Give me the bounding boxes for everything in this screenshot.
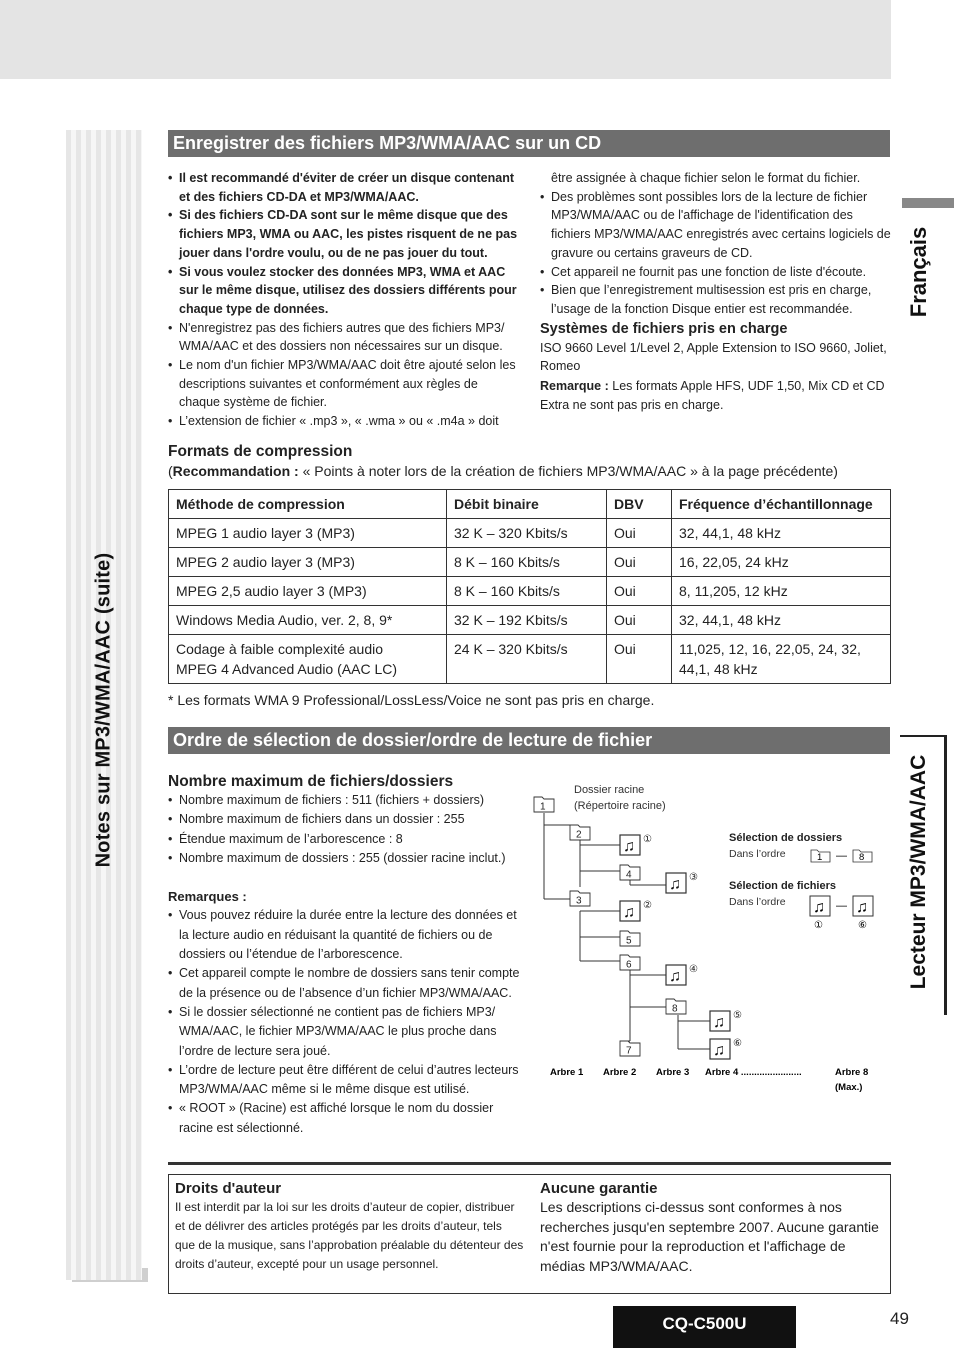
folder-number: 4 — [626, 869, 632, 881]
music-file-icon — [710, 1038, 742, 1059]
bullet-item: • Cet appareil ne fournit pas une fonction de liste d'écoute. — [540, 263, 892, 282]
music-note-icon: ♫ — [623, 838, 635, 855]
table-cell: Oui — [607, 548, 672, 577]
bullet-item: • Si vous voulez stocker des données MP3, WMA et AAC sur le même disque, utilisez des dossiers différents pour chaque type de données. — [168, 263, 520, 319]
table-row — [169, 548, 891, 577]
top-band — [0, 0, 891, 79]
music-note-icon: ♫ — [856, 899, 868, 916]
file-number: ⑥ — [733, 1038, 742, 1049]
table-cell: Oui — [607, 635, 672, 684]
recommendation-label: Recommandation : — [172, 463, 299, 479]
table-row — [169, 577, 891, 606]
level-label: (Max.) — [835, 1082, 863, 1093]
folder-icon — [620, 1041, 640, 1057]
bullet-item: • N'enregistrez pas des fichiers autres que des fichiers MP3/ WMA/AAC et des dossiers non nécessaires sur un disque. — [168, 319, 520, 356]
table-cell: 32, 44,1, 48 kHz — [672, 519, 891, 548]
folder-icon — [570, 825, 590, 841]
folder-icon — [620, 931, 640, 947]
bullet-item: • Le nom d'un fichier MP3/WMA/AAC doit être ajouté selon les descriptions suivantes et conformément aux règles de chaque système de fichier. — [168, 356, 520, 412]
section1-left-column — [168, 169, 520, 431]
copyright-block — [175, 1179, 525, 1274]
folder-number: 5 — [626, 935, 632, 947]
language-label: Français — [906, 226, 931, 318]
file-range-from: ① — [814, 920, 823, 931]
table-cell: MPEG 2 audio layer 3 (MP3) — [169, 548, 447, 577]
filesystems-text: ISO 9660 Level 1/Level 2, Apple Extension to ISO 9660, Joliet, Romeo — [540, 340, 887, 374]
remark-note — [540, 377, 892, 414]
folder-number: 1 — [540, 801, 546, 813]
bullet-item: • Nombre maximum de fichiers dans un dossier : 255 — [168, 810, 523, 829]
recommendation-text: « Points à noter lors de la création de fichiers MP3/WMA/AAC » à la page précédente) — [298, 463, 838, 479]
music-note-icon: ♫ — [713, 1042, 725, 1059]
table-row — [169, 635, 891, 684]
section1-right-column — [540, 169, 892, 414]
formats-table — [168, 489, 891, 684]
chapter-label: Lecteur MP3/WMA/AAC — [907, 754, 930, 990]
copyright-text: Il est interdit par la loi sur les droits d’auteur de copier, distribuer et de délivrer des articles protégés par les droits d’auteur, tels que de la musique, sans l’approbation préalable du détenteur des droits d’auteur, excepté pour un usage personnel. — [175, 1200, 524, 1271]
folder-selection-range — [811, 850, 872, 863]
table-row — [169, 606, 891, 635]
table-cell: 8, 11,205, 12 kHz — [672, 577, 891, 606]
bullet-item: • Si le dossier sélectionné ne contient pas de fichiers MP3/ WMA/AAC, le fichier MP3/WMA/AAC le plus proche dans l’ordre de lecture sera joué. — [168, 1003, 523, 1061]
file-number: ③ — [689, 872, 698, 883]
file-selection-range — [810, 896, 873, 931]
table-cell: 32 K – 320 Kbits/s — [447, 519, 607, 548]
table-cell: MPEG 2,5 audio layer 3 (MP3) — [169, 577, 447, 606]
remark-label: Remarque : — [540, 379, 609, 394]
formats-recommendation — [168, 461, 893, 481]
table-cell: MPEG 1 audio layer 3 (MP3) — [169, 519, 447, 548]
page-number: 49 — [890, 1309, 909, 1328]
music-note-icon: ♫ — [669, 876, 681, 893]
legal-notice-frame — [168, 1174, 891, 1294]
bullet-item: • Si des fichiers CD-DA sont sur le même disque que des fichiers MP3, WMA ou AAC, les pistes risquent de ne pas jouer dans l'ordre voulu, ou de ne pas jouer du tout. — [168, 206, 520, 262]
range-dash: — — [836, 900, 847, 912]
bullet-item: • Il est recommandé d'éviter de créer un disque contenant et des fichiers CD-DA et MP3/WMA/AAC. — [168, 169, 520, 206]
table-cell: 11,025, 12, 16, 22,05, 24, 32, 44,1, 48 kHz — [672, 635, 891, 684]
bullet-item: • Nombre maximum de dossiers : 255 (dossier racine inclut.) — [168, 849, 523, 868]
music-file-icon — [620, 900, 652, 921]
table-cell: 16, 22,05, 24 kHz — [672, 548, 891, 577]
bullet-item: • Cet appareil compte le nombre de dossiers sans tenir compte de la présence ou de l’absence d’un fichier MP3/WMA/AAC. — [168, 964, 523, 1003]
folder-icon — [666, 999, 686, 1015]
music-file-icon — [666, 964, 698, 985]
level-label: Arbre 1 — [550, 1067, 584, 1078]
bullet-item: • Étendue maximum de l’arborescence : 8 — [168, 830, 523, 849]
table-cell: 8 K – 160 Kbits/s — [447, 577, 607, 606]
formats-block — [168, 442, 893, 481]
table-footnote: * Les formats WMA 9 Professional/LossLess/Voice ne sont pas pris en charge. — [168, 692, 655, 708]
chapter-tab-bar — [944, 735, 947, 1015]
folder-selection-title: Sélection de dossiers — [729, 832, 843, 844]
range-dash: — — [836, 850, 847, 862]
column-header: Débit binaire — [447, 490, 607, 519]
folder-icon — [570, 891, 590, 907]
folder-number: 2 — [576, 829, 582, 841]
folder-icon — [620, 955, 640, 971]
left-vertical-title: Notes sur MP3/WMA/AAC (suite) — [92, 552, 115, 868]
bullet-item: • Nombre maximum de fichiers : 511 (fichiers + dossiers) — [168, 791, 523, 810]
bullet-item: • Vous pouvez réduire la durée entre la lecture des données et la lecture audio en réduisant la quantité de fichiers ou de dossiers ou l’étendue de l’arborescence. — [168, 906, 523, 964]
level-label: Arbre 2 — [603, 1067, 637, 1078]
folder-range-from: 1 — [817, 852, 823, 863]
column-header: DBV — [607, 490, 672, 519]
model-badge: CQ-C500U — [613, 1306, 796, 1348]
folder-number: 3 — [576, 895, 582, 907]
filesystems-heading: Systèmes de fichiers pris en charge — [540, 320, 788, 337]
file-range-to: ⑥ — [858, 920, 867, 931]
folder-number: 6 — [626, 959, 632, 971]
root-label: Dossier racine — [574, 784, 645, 796]
table-cell: Oui — [607, 606, 672, 635]
warranty-text: Les descriptions ci-dessus sont conformes à nos recherches jusqu'en septembre 2007. Aucune garantie n'est fournie pour la reproduction et l'affichage de médias MP3/WMA/AAC. — [540, 1199, 879, 1274]
root-sublabel: (Répertoire racine) — [574, 800, 666, 812]
level-label: Arbre 8 — [835, 1067, 869, 1078]
level-label: Arbre 3 — [656, 1067, 690, 1078]
table-cell: 32 K – 192 Kbits/s — [447, 606, 607, 635]
music-file-icon — [710, 1010, 742, 1031]
section-heading-cd: Enregistrer des fichiers MP3/WMA/AAC sur un CD — [168, 130, 890, 157]
language-tab-bar — [902, 198, 954, 208]
remark-text: Les formats Apple HFS, UDF 1,50, Mix CD et CD Extra ne sont pas pris en charge. — [540, 379, 885, 412]
bullet-item: • « ROOT » (Racine) est affiché lorsque le nom du dossier racine est sélectionné. — [168, 1099, 523, 1138]
column-header: Fréquence d’échantillonnage — [672, 490, 891, 519]
music-file-icon — [620, 834, 652, 855]
warranty-heading: Aucune garantie — [540, 1180, 658, 1197]
folder-range-to: 8 — [859, 852, 865, 863]
column-header: Méthode de compression — [169, 490, 447, 519]
formats-heading: Formats de compression — [168, 443, 353, 460]
level-label: Arbre 4 ....................... — [705, 1067, 802, 1078]
bullet-item: • Des problèmes sont possibles lors de la lecture de fichier MP3/WMA/AAC ou de l'affichage de l'identification des fichiers MP3/WMA/AAC enregistrés avec certains logiciels de gravure ou certains graveurs de CD. — [540, 188, 892, 263]
file-number: ① — [643, 834, 652, 845]
copyright-heading: Droits d'auteur — [175, 1180, 282, 1197]
continued-text: être assignée à chaque fichier selon le format du fichier. — [551, 171, 861, 185]
folder-tree-diagram — [520, 775, 892, 1100]
bullet-item: • L’extension de fichier « .mp3 », « .wma » ou « .m4a » doit — [168, 412, 520, 431]
table-cell: Codage à faible complexité audio MPEG 4 Advanced Audio (AAC LC) — [169, 635, 447, 684]
bullet-item: • Bien que l’enregistrement multisession est pris en charge, l’usage de la fonction Disque entier est recommandée. — [540, 281, 892, 318]
music-note-icon: ♫ — [813, 899, 825, 916]
section2-left-column — [168, 772, 523, 1138]
folder-number: 7 — [626, 1045, 632, 1057]
file-number: ② — [643, 900, 652, 911]
folder-icon — [534, 797, 554, 813]
file-number: ④ — [689, 964, 698, 975]
max-heading: Nombre maximum de fichiers/dossiers — [168, 773, 454, 790]
table-cell: Oui — [607, 577, 672, 606]
folder-selection-order: Dans l’ordre — [729, 848, 786, 860]
music-note-icon: ♫ — [623, 904, 635, 921]
folder-number: 8 — [672, 1003, 678, 1015]
table-cell: Oui — [607, 519, 672, 548]
table-header-row — [169, 490, 891, 519]
file-number: ⑤ — [733, 1010, 742, 1021]
table-cell: 32, 44,1, 48 kHz — [672, 606, 891, 635]
frame-top-rule — [168, 1162, 891, 1165]
section-heading-order: Ordre de sélection de dossier/ordre de lecture de fichier — [168, 727, 890, 754]
table-cell: Windows Media Audio, ver. 2, 8, 9* — [169, 606, 447, 635]
file-selection-order: Dans l’ordre — [729, 896, 786, 908]
bullet-item: • L’ordre de lecture peut être différent de celui d’autres lecteurs MP3/WMA/AAC même si le même disque est utilisé. — [168, 1061, 523, 1100]
paren-open: ( — [168, 463, 173, 479]
remarks-heading: Remarques : — [168, 889, 247, 905]
chapter-tab-line — [900, 735, 944, 737]
folder-icon — [620, 865, 640, 881]
music-note-icon: ♫ — [713, 1014, 725, 1031]
table-cell: 8 K – 160 Kbits/s — [447, 548, 607, 577]
file-selection-title: Sélection de fichiers — [729, 880, 836, 892]
music-note-icon: ♫ — [669, 968, 681, 985]
table-row — [169, 519, 891, 548]
warranty-block — [540, 1179, 885, 1276]
table-cell: 24 K – 320 Kbits/s — [447, 635, 607, 684]
music-file-icon — [666, 872, 698, 893]
